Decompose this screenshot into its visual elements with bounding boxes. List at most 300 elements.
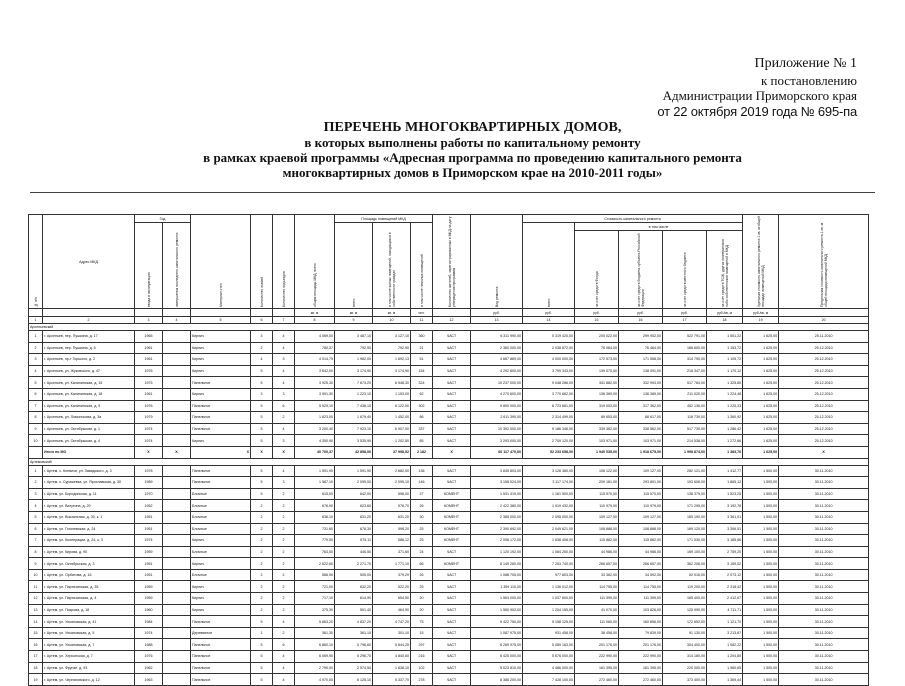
table-cell: 1 625,00: [743, 354, 779, 366]
table-cell: 108 888,00: [575, 523, 619, 535]
table-cell: 114 755,00: [619, 581, 663, 593]
table-cell: 5: [251, 365, 273, 377]
total-cell: 1 998 874,00: [663, 446, 707, 458]
table-cell: 5 796,60: [335, 639, 373, 651]
table-cell: 1970: [135, 488, 163, 500]
column-number: 3: [135, 317, 163, 324]
header-address: Адрес МКД: [43, 215, 135, 309]
table-cell: 1 591,90: [295, 465, 335, 477]
appendix-line-1: Приложение № 1: [754, 56, 857, 71]
table-cell: 1 500,00: [743, 639, 779, 651]
table-cell: [163, 511, 191, 523]
table-cell: 297: [411, 639, 433, 651]
table-cell: 1951: [135, 511, 163, 523]
table-cell: 6: [29, 523, 43, 535]
table-cell: 19: [29, 674, 43, 686]
table-cell: 931 458,00: [523, 627, 575, 639]
table-cell: 25.12.2010: [779, 342, 869, 354]
table-cell: 30.11.2010: [779, 604, 869, 616]
table-cell: 1 500,00: [743, 465, 779, 477]
table-cell: 4 486 000,00: [523, 662, 575, 674]
table-cell: 3 169,02: [707, 558, 743, 570]
table-cell: 505,00: [335, 569, 373, 581]
table-cell: [163, 651, 191, 663]
table-cell: 792,90: [373, 342, 411, 354]
table-cell: 115 570,00: [619, 488, 663, 500]
table-cell: г. Артем, ул. Ульяновская, д. 41: [43, 616, 135, 628]
total-cell: X: [251, 446, 273, 458]
table-cell: 24: [411, 546, 433, 558]
table-cell: 379,29: [373, 569, 411, 581]
table-row: [29, 616, 869, 628]
header-area-total: всего: [335, 223, 373, 309]
table-cell: 5: [251, 674, 273, 686]
table-cell: [163, 331, 191, 343]
table-cell: 1 105,72: [707, 354, 743, 366]
header-total-area: общая площадь МКД, всего: [295, 215, 335, 309]
table-cell: 30.11.2010: [779, 569, 869, 581]
table-cell: ЧАСТ: [433, 569, 471, 581]
total-cell: 2 182: [411, 446, 433, 458]
table-cell: Панельное: [191, 412, 251, 424]
table-cell: 2: [273, 569, 295, 581]
table-row: [29, 662, 869, 674]
table-cell: 209 161,00: [575, 477, 619, 489]
table-row: [29, 569, 869, 581]
table-cell: 6 425 000,00: [471, 651, 523, 663]
appendix-line-3: Администрации Приморского края: [662, 88, 857, 103]
table-cell: 361,30: [295, 627, 335, 639]
table-cell: 106 122,00: [575, 465, 619, 477]
table-cell: г. Арсеньев, ул. Калининская, д. 9: [43, 400, 135, 412]
table-cell: 2 098 172,00: [471, 535, 523, 547]
table-cell: 4 840,60: [373, 651, 411, 663]
table-cell: Кирпич: [191, 535, 251, 547]
table-cell: 1 531 419,00: [471, 488, 523, 500]
table-cell: 1960: [135, 604, 163, 616]
table-row: [29, 488, 869, 500]
table-cell: 4 837,20: [335, 616, 373, 628]
table-cell: 2 049 621,00: [523, 523, 575, 535]
table-cell: 25.11.2010: [779, 331, 869, 343]
table-cell: КОМЕНТ: [433, 535, 471, 547]
column-number: 20: [779, 317, 869, 324]
table-cell: 1 962,00: [335, 354, 373, 366]
table-cell: 1 452,00: [373, 412, 411, 424]
table-cell: [163, 488, 191, 500]
table-cell: Панельное: [191, 477, 251, 489]
table-cell: 2 095,00: [335, 477, 373, 489]
table-cell: г. Артем, ул. Орбитова, д. 16: [43, 569, 135, 581]
table-cell: 302: [411, 400, 433, 412]
table-cell: 5: [251, 400, 273, 412]
table-cell: 282 121,00: [663, 465, 707, 477]
table-cell: г. Артем, ул. Ватутина, д. 20: [43, 500, 135, 512]
total-cell: [29, 446, 43, 458]
table-cell: 201 176,00: [619, 639, 663, 651]
table-cell: 362 206,00: [663, 558, 707, 570]
table-cell: 172 573,00: [575, 354, 619, 366]
table-cell: 339 362,00: [575, 423, 619, 435]
table-cell: 25.12.2010: [779, 354, 869, 366]
table-row: [29, 377, 869, 389]
table-cell: 1 591,90: [335, 465, 373, 477]
header-area-group: Площадь помещений МКД: [335, 215, 433, 223]
table-cell: 205 022,00: [575, 331, 619, 343]
table-cell: 721,00: [295, 581, 335, 593]
table-cell: 2 314 499,00: [523, 412, 575, 424]
table-cell: 5: [251, 423, 273, 435]
table-cell: 34 592,00: [619, 569, 663, 581]
table-cell: г. Артем, ул. Кирова, д. 90: [43, 546, 135, 558]
table-cell: 66: [411, 558, 433, 570]
table-cell: 1 272,66: [707, 435, 743, 447]
table-cell: 4: [273, 365, 295, 377]
table-cell: 20: [411, 593, 433, 605]
table-cell: 44 986,00: [619, 546, 663, 558]
table-cell: 9: [29, 423, 43, 435]
unit-cell: руб.: [523, 309, 575, 317]
table-cell: [163, 662, 191, 674]
table-cell: 6 269 975,00: [471, 639, 523, 651]
section-row: [29, 458, 869, 465]
table-cell: 2 385 000,00: [471, 511, 523, 523]
table-cell: 1 204 155,00: [523, 604, 575, 616]
table-cell: ЧАСТ: [433, 581, 471, 593]
table-cell: 452 136,00: [663, 400, 707, 412]
table-cell: 614,90: [335, 593, 373, 605]
table-cell: Панельное: [191, 377, 251, 389]
table-row: [29, 627, 869, 639]
table-cell: КОМЕНТ: [433, 523, 471, 535]
header-cost-fund: за счет средств Фонда: [575, 231, 619, 309]
table-cell: 1 037 600,00: [523, 593, 575, 605]
table-cell: 2 073,12: [707, 569, 743, 581]
table-cell: 2: [29, 342, 43, 354]
table-cell: 7 438,10: [335, 400, 373, 412]
table-cell: 201 176,00: [575, 639, 619, 651]
table-cell: 1 679,40: [335, 412, 373, 424]
table-cell: 780,37: [295, 342, 335, 354]
table-cell: 4 711,71: [707, 604, 743, 616]
total-cell: X: [163, 446, 191, 458]
table-cell: 1961: [135, 354, 163, 366]
section-name: Артемовский: [29, 458, 869, 465]
table-cell: Блочные: [191, 511, 251, 523]
table-cell: 30.11.2010: [779, 627, 869, 639]
table-cell: 1 087 975,00: [471, 627, 523, 639]
table-cell: 2: [251, 511, 273, 523]
table-cell: 5 422 750,00: [471, 616, 523, 628]
table-cell: 193 606,00: [663, 477, 707, 489]
total-cell: 1 940 035,00: [575, 446, 619, 458]
table-cell: 10 237 000,00: [471, 377, 523, 389]
total-cell: 60 117 470,00: [471, 446, 523, 458]
table-cell: г. Артем, ул. Херсонская, д. 7: [43, 651, 135, 663]
table-cell: 30.11.2010: [779, 511, 869, 523]
table-cell: 5 676 000,00: [523, 651, 575, 663]
table-cell: ЧАСТ: [433, 639, 471, 651]
unit-cell: руб./кв. м: [707, 309, 743, 317]
table-cell: 3: [251, 331, 273, 343]
table-cell: 2 790,00: [295, 662, 335, 674]
table-cell: 2: [273, 546, 295, 558]
table-cell: 1: [29, 331, 43, 343]
table-cell: 5 337,70: [373, 674, 411, 686]
table-cell: 3 192,78: [707, 500, 743, 512]
table-cell: г. Арсеньев, ул. Калининская, д. 18: [43, 388, 135, 400]
table-cell: 632,20: [335, 581, 373, 593]
column-number: 16: [619, 317, 663, 324]
table-cell: 1965: [135, 331, 163, 343]
table-cell: 21: [411, 342, 433, 354]
table-cell: 25: [411, 581, 433, 593]
table-cell: [163, 365, 191, 377]
table-cell: 360: [411, 331, 433, 343]
header-cost-group: Стоимость капитального ремонта: [523, 215, 743, 223]
table-cell: 2: [251, 593, 273, 605]
table-row: [29, 365, 869, 377]
table-cell: 1 500,00: [743, 500, 779, 512]
table-cell: 110 979,00: [619, 500, 663, 512]
table-cell: 4 000 000,00: [523, 354, 575, 366]
table-cell: 3 158 024,00: [471, 477, 523, 489]
table-cell: 1975: [135, 377, 163, 389]
header-year-last-repair: завершения последнего капитального ремонта: [163, 223, 191, 309]
table-cell: ЧАСТ: [433, 377, 471, 389]
table-cell: ЧАСТ: [433, 331, 471, 343]
table-cell: 1 500,00: [743, 674, 779, 686]
table-cell: 161 395,00: [575, 662, 619, 674]
table-cell: 115 570,00: [575, 488, 619, 500]
table-cell: 779,50: [295, 535, 335, 547]
table-row: [29, 477, 869, 489]
table-cell: 4 667 869,00: [471, 354, 523, 366]
table-cell: 566,90: [295, 569, 335, 581]
table-cell: 2: [251, 604, 273, 616]
table-cell: 76 064,00: [575, 342, 619, 354]
table-cell: 5: [251, 651, 273, 663]
table-cell: 2 095,10: [373, 477, 411, 489]
table-row: [29, 523, 869, 535]
table-cell: Деревянное: [191, 627, 251, 639]
table-cell: 338 562,00: [619, 423, 663, 435]
table-cell: 2: [273, 593, 295, 605]
header-residents: Количество жителей, зарегистрированных в МКД на дату утверждения программы: [433, 215, 471, 309]
table-cell: 91 130,00: [663, 627, 707, 639]
table-cell: [163, 523, 191, 535]
table-cell: Кирпич: [191, 581, 251, 593]
table-cell: 111 399,00: [575, 593, 619, 605]
table-cell: 26: [411, 500, 433, 512]
table-cell: г. Артем, ул. Партизанская, д. 35: [43, 581, 135, 593]
table-cell: 266 657,00: [575, 558, 619, 570]
table-cell: 4: [273, 465, 295, 477]
column-number: 5: [191, 317, 251, 324]
table-cell: 1976: [135, 365, 163, 377]
table-cell: 168 600,00: [663, 342, 707, 354]
table-cell: г. Арсеньев, ул. Жуковского, д. 47: [43, 365, 135, 377]
unit-cell: [135, 309, 163, 317]
table-cell: 3 306,51: [707, 523, 743, 535]
unit-cell: [779, 309, 869, 317]
table-cell: 3 487,10: [335, 331, 373, 343]
table-cell: 9 048 286,00: [523, 377, 575, 389]
table-cell: 109 127,00: [575, 511, 619, 523]
table-cell: 4: [273, 674, 295, 686]
table-cell: 160 896,00: [619, 616, 663, 628]
table-cell: 299 952,00: [619, 331, 663, 343]
table-cell: Блочные: [191, 546, 251, 558]
table-row: [29, 558, 869, 570]
table-cell: 4 270 600,00: [471, 388, 523, 400]
table-cell: Панельное: [191, 400, 251, 412]
table-cell: 102: [411, 662, 433, 674]
appendix-block: [627, 56, 857, 119]
table-cell: 3: [251, 388, 273, 400]
table-cell: 9 186 346,00: [523, 423, 575, 435]
table-cell: 3 185,66: [707, 535, 743, 547]
table-cell: 615,00: [295, 488, 335, 500]
table-row: [29, 331, 869, 343]
header-cost-owners: за счет средств ТСЖ, других кооперативов либо собственников помещений в МКД: [707, 231, 743, 309]
table-cell: ЧАСТ: [433, 435, 471, 447]
table-cell: 1988: [135, 639, 163, 651]
table-cell: [163, 342, 191, 354]
column-number: 11: [411, 317, 433, 324]
table-cell: 25.12.2010: [779, 377, 869, 389]
table-cell: КОМЕНТ: [433, 488, 471, 500]
table-row: [29, 604, 869, 616]
table-cell: г. Арсеньев, ул. Октябрьская, д. 4: [43, 435, 135, 447]
table-cell: 119 200,00: [663, 581, 707, 593]
table-cell: 2: [251, 558, 273, 570]
table-cell: 30.11.2010: [779, 639, 869, 651]
table-cell: г. Артем, ул. Кооперации, д. 24, к. 3: [43, 535, 135, 547]
table-cell: 10: [29, 435, 43, 447]
table-cell: 2: [251, 523, 273, 535]
table-cell: 165 400,00: [663, 593, 707, 605]
table-cell: 222 990,00: [575, 651, 619, 663]
table-cell: г. Арсеньев, пр-т Горького, д. 2: [43, 354, 135, 366]
table-cell: 522 791,00: [663, 331, 707, 343]
unit-cell: [43, 309, 135, 317]
table-cell: 464,90: [373, 604, 411, 616]
table-cell: [163, 400, 191, 412]
table-cell: 2: [273, 604, 295, 616]
table-cell: 2: [273, 523, 295, 535]
appendix-date-stamp: от 22 октября 2019 года № 695-па: [657, 103, 857, 119]
table-cell: 1 500,00: [743, 488, 779, 500]
table-cell: 2 682,00: [373, 465, 411, 477]
table-cell: 623,60: [335, 500, 373, 512]
table-cell: 2: [273, 488, 295, 500]
table-cell: 12: [29, 593, 43, 605]
table-cell: 8: [29, 412, 43, 424]
table-cell: 110 979,00: [575, 500, 619, 512]
title-line-1: ПЕРЕЧЕНЬ МНОГОКВАРТИРНЫХ ДОМОВ,: [323, 120, 622, 135]
total-cell: X: [779, 446, 869, 458]
table-row: [29, 639, 869, 651]
table-cell: 278: [411, 674, 433, 686]
table-cell: 1 838,10: [373, 662, 411, 674]
unit-cell: [433, 309, 471, 317]
table-cell: 314 790,00: [663, 354, 707, 366]
table-cell: 30.11.2010: [779, 581, 869, 593]
table-cell: 38 458,00: [575, 627, 619, 639]
table-cell: [163, 627, 191, 639]
table-cell: г. Артем, ул. Вокзальная, д. 30, к. 1: [43, 511, 135, 523]
table-cell: 6 907,00: [373, 423, 411, 435]
table-cell: 30.11.2010: [779, 616, 869, 628]
table-cell: [163, 435, 191, 447]
table-cell: 5: [29, 511, 43, 523]
table-cell: 138 379,00: [663, 488, 707, 500]
table-cell: 2: [273, 627, 295, 639]
table-cell: 138 091,00: [619, 365, 663, 377]
table-cell: 4: [273, 423, 295, 435]
table-cell: 1963: [135, 674, 163, 686]
header-year-built: ввода в эксплуатацию: [135, 223, 163, 309]
table-cell: г. Артем, с. Суражевка, ул. Ярославская, д. 30: [43, 477, 135, 489]
table-cell: [163, 423, 191, 435]
header-year-group: Год: [135, 215, 191, 223]
table-cell: 2 038 872,00: [523, 342, 575, 354]
table-cell: 2 709 120,00: [523, 435, 575, 447]
table-cell: 1 325,80: [707, 377, 743, 389]
table-cell: 517 784,00: [663, 377, 707, 389]
table-cell: ЧАСТ: [433, 604, 471, 616]
table-cell: ЧАСТ: [433, 465, 471, 477]
table-cell: 266 657,00: [619, 558, 663, 570]
table-cell: г. Арсеньев, ул. Ломоносова, д. 3а: [43, 412, 135, 424]
header-cost-local: за счет средств местного бюджета: [663, 231, 707, 309]
table-cell: 103 971,00: [575, 435, 619, 447]
table-cell: 17: [29, 651, 43, 663]
table-cell: 1 865,12: [707, 477, 743, 489]
table-cell: Панельное: [191, 674, 251, 686]
table-cell: [163, 465, 191, 477]
table-cell: 1 500,00: [743, 535, 779, 547]
table-cell: 272 460,00: [575, 674, 619, 686]
total-row: [29, 446, 869, 458]
table-cell: 1 500,00: [743, 616, 779, 628]
table-cell: 2: [251, 535, 273, 547]
table-cell: Кирпич: [191, 354, 251, 366]
table-cell: 314 180,00: [663, 651, 707, 663]
table-cell: 1 088 705,00: [471, 569, 523, 581]
table-cell: 10: [29, 569, 43, 581]
table-cell: 1 625,00: [743, 400, 779, 412]
total-cell: 37 998,52: [373, 446, 411, 458]
table-cell: 3 591,30: [295, 388, 335, 400]
table-cell: 1 823,00: [295, 412, 335, 424]
table-row: [29, 388, 869, 400]
table-cell: 25.12.2010: [779, 435, 869, 447]
table-cell: 678,30: [335, 523, 373, 535]
table-cell: 1 121,70: [707, 616, 743, 628]
table-cell: 7: [29, 400, 43, 412]
header-cost-total: всего: [523, 223, 575, 309]
table-cell: 6: [273, 400, 295, 412]
header-cost-incl: в том числе: [575, 223, 743, 231]
table-row: [29, 423, 869, 435]
unit-cell: кв. м: [373, 309, 411, 317]
table-cell: 1 625,00: [743, 423, 779, 435]
table-cell: 1 500,00: [743, 569, 779, 581]
table-cell: 3 535,90: [335, 435, 373, 447]
table-cell: [163, 546, 191, 558]
